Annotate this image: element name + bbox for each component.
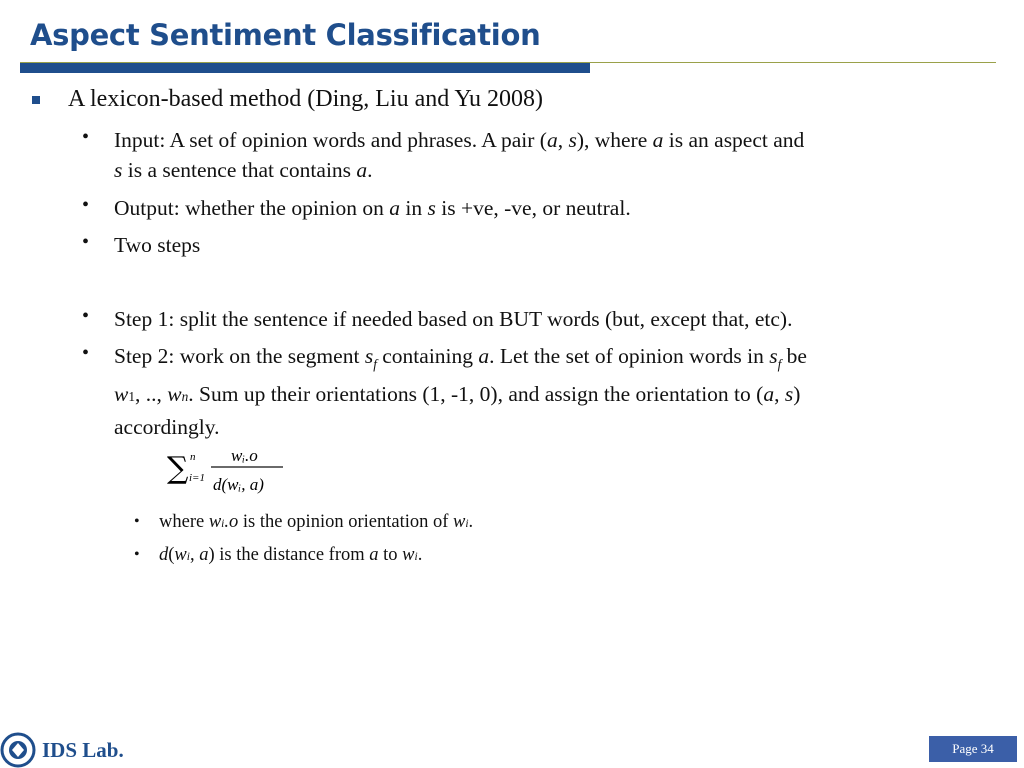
university-seal-icon: [0, 730, 40, 768]
step1-item: Step 1: split the sentence if needed based on BUT words (but, except that, etc).: [114, 307, 793, 331]
bullet-icon: •: [82, 342, 90, 364]
sum-lower-limit: i=1: [189, 472, 205, 484]
input-item: Input: A set of opinion words and phrases. A pair (a, s), where a is an aspect and s is a sentence that contains a.: [114, 128, 805, 182]
step2-item: Step 2: work on the segment $s_f$ containing a. Let the set of opinion words in $s_f$ be w1, .., wn. Sum up their orientations (1, -1, 0), and assign the orientation to (a, s) accordingly.: [114, 344, 807, 440]
bullet-icon: •: [82, 126, 90, 148]
main-point: A lexicon-based method (Ding, Liu and Yu 2008): [68, 86, 544, 112]
bullet-icon: •: [82, 231, 90, 253]
title-rule-thick: [20, 63, 590, 73]
bullet-icon: •: [82, 305, 90, 327]
fraction-denominator: d(wᵢ, a): [213, 475, 264, 494]
fraction-numerator: wᵢ.o: [231, 446, 258, 465]
lab-name: IDS Lab.: [42, 738, 124, 762]
square-bullet-icon: [32, 96, 40, 104]
sigma-symbol: ∑: [167, 451, 189, 486]
page-number-badge: Page 34: [929, 736, 1017, 762]
two-steps-item: Two steps: [114, 233, 201, 257]
orientation-sum-formula: [165, 440, 295, 500]
sub-bullet-icon: •: [134, 513, 140, 530]
sub-item-distance: d(wi, a) is the distance from a to wi.: [159, 545, 423, 565]
sub-bullet-icon: •: [134, 546, 140, 563]
sub-item-orientation: where wi.o is the opinion orientation of wi.: [159, 512, 474, 532]
sum-upper-limit: n: [190, 451, 196, 463]
output-item: Output: whether the opinion on a in s is +ve, -ve, or neutral.: [114, 196, 631, 220]
slide-title: Aspect Sentiment Classification: [30, 18, 541, 52]
bullet-icon: •: [82, 194, 90, 216]
